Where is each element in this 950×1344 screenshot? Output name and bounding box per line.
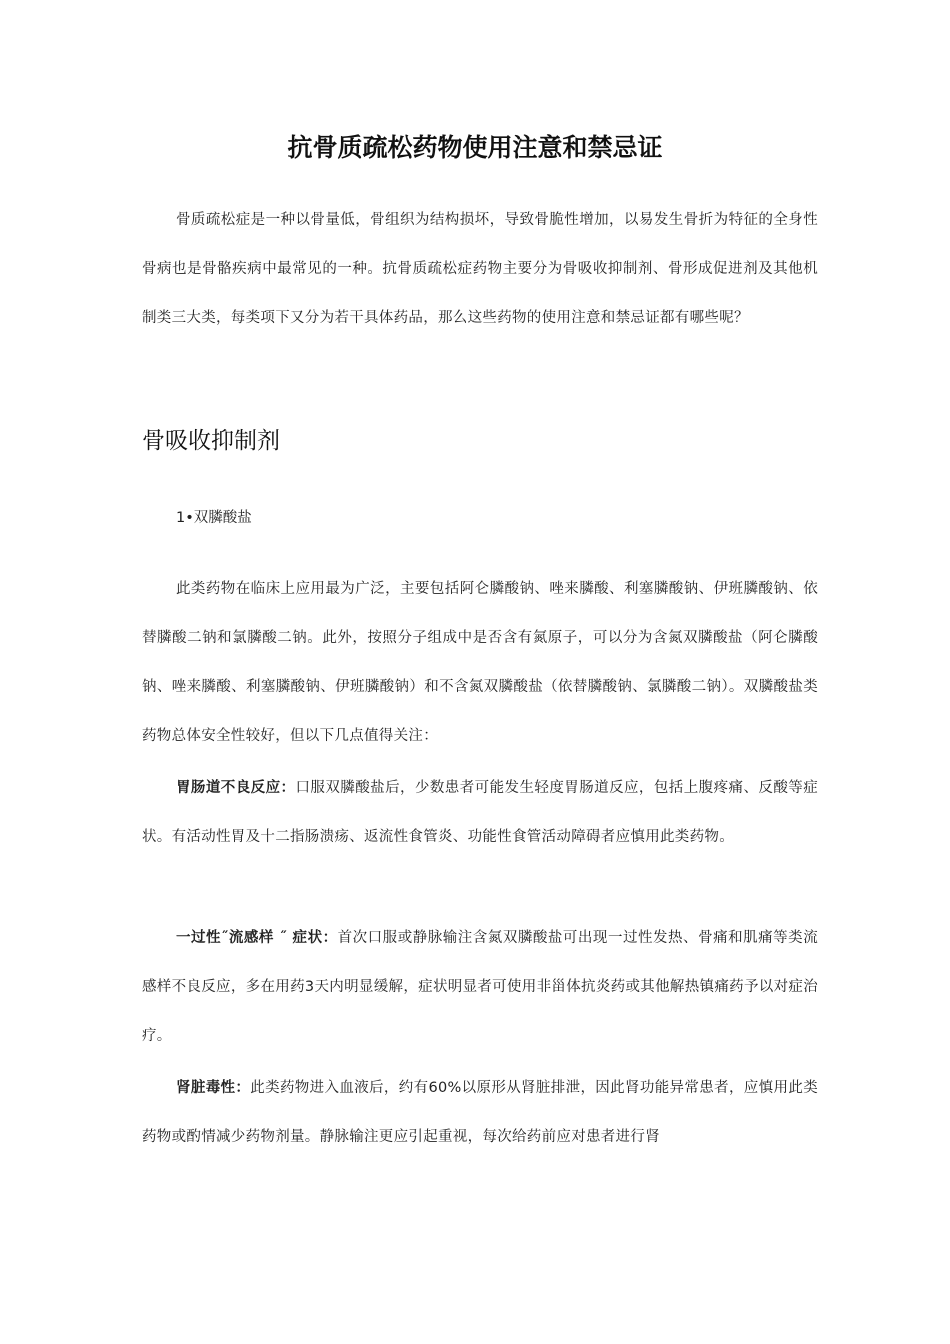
flu-symptom-days: 3 <box>304 979 315 995</box>
gi-reaction-text: 口服双膦酸盐后，少数患者可能发生轻度胃肠道反应，包括上腹疼痛、反酸等症状。有活动性胃及十二指肠溃疡、返流性食管炎、功能性食管活动障碍者应慎用此类药物。 <box>142 780 818 845</box>
flu-symptom-paragraph <box>142 914 818 1061</box>
kidney-toxicity-label: 肾脏毒性： <box>176 1080 251 1096</box>
gi-reaction-paragraph <box>142 764 818 862</box>
bisphosphonate-paragraph: 此类药物在临床上应用最为广泛，主要包括阿仑膦酸钠、唑来膦酸、利塞膦酸钠、伊班膦酸钠、依替膦酸二钠和氯膦酸二钠。此外，按照分子组成中是否含有氮原子，可以分为含氮双膦酸盐（阿仑膦酸钠、唑来膦酸、利塞膦酸钠、伊班膦酸钠）和不含氮双膦酸盐（依替膦酸钠、氯膦酸二钠）。双膦酸盐类药物总体安全性较好，但以下几点值得关注： <box>142 581 818 744</box>
subsection-title: 双膦酸盐 <box>193 510 252 526</box>
kidney-toxicity-percent: 60% <box>428 1080 462 1096</box>
gi-reaction-label: 胃肠道不良反应： <box>176 780 296 796</box>
kidney-toxicity-text-a: 此类药物进入血液后，约有 <box>250 1080 429 1096</box>
subsection-heading <box>176 504 252 532</box>
intro-paragraph: 骨质疏松症是一种以骨量低，骨组织为结构损坏，导致骨脆性增加，以易发生骨折为特征的全身性骨病也是骨骼疾病中最常见的一种。抗骨质疏松症药物主要分为骨吸收抑制剂、骨形成促进剂及其他机制类三大类，每类项下又分为若干具体药品，那么这些药物的使用注意和禁忌证都有哪些呢？ <box>142 212 818 326</box>
document-title: 抗骨质疏松药物使用注意和禁忌证 <box>287 133 663 162</box>
flu-symptom-text-b: 天内明显缓解，症状明显者可使用非甾体抗炎药或其他解热镇痛药予以对症治疗。 <box>142 979 818 1044</box>
section-heading: 骨吸收抑制剂 <box>142 428 280 454</box>
flu-symptom-text-a: 首次口服或静脉输注含氮双膦酸盐可出现一过性发热、骨痛和肌痛等类流感样不良反应，多在用药 <box>142 930 818 995</box>
kidney-toxicity-paragraph <box>142 1064 818 1162</box>
kidney-toxicity-text-b: 以原形从肾脏排泄，因此肾功能异常患者，应慎用此类药物或酌情减少药物剂量。静脉输注更应引起重视，每次给药前应对患者进行肾 <box>142 1080 818 1145</box>
flu-symptom-label: 一过性˝流感样 ˝ 症状： <box>176 930 338 946</box>
subsection-number: 1• <box>176 510 194 526</box>
